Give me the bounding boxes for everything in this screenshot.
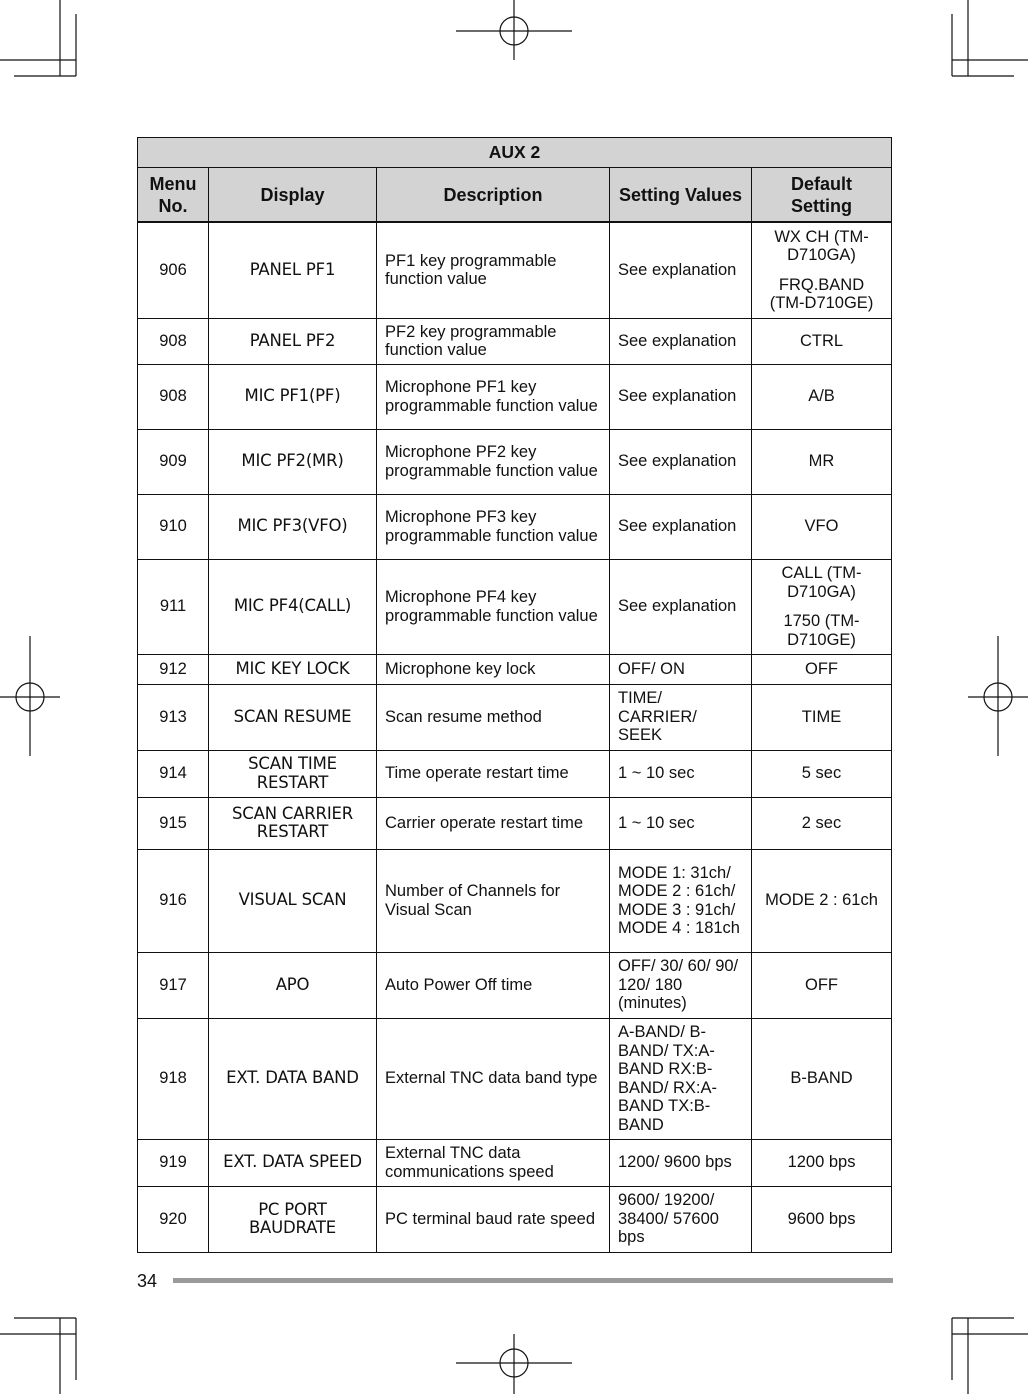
table-row: [138, 559, 892, 654]
description-cell: Microphone PF1 key programmable function value: [377, 364, 610, 429]
menu-no-cell: 912: [138, 654, 209, 684]
default-setting-cell: VFO: [752, 494, 892, 559]
menu-no-cell: 909: [138, 429, 209, 494]
description-cell: External TNC data band type: [377, 1018, 610, 1139]
display-cell: MIC KEY LOCK: [209, 654, 377, 684]
header-setting-values: Setting Values: [610, 168, 752, 223]
setting-values-cell: 1 ~ 10 sec: [610, 797, 752, 849]
display-cell: EXT. DATA BAND: [209, 1018, 377, 1139]
table-row: [138, 318, 892, 364]
header-description: Description: [377, 168, 610, 223]
description-cell: Time operate restart time: [377, 750, 610, 797]
setting-values-cell: See explanation: [610, 494, 752, 559]
footer-rule: [173, 1278, 893, 1283]
default-setting-cell: MODE 2 : 61ch: [752, 849, 892, 952]
table-row: [138, 429, 892, 494]
header-default-setting: Default Setting: [752, 168, 892, 223]
display-cell: APO: [209, 952, 377, 1018]
default-setting-cell: TIME: [752, 684, 892, 750]
setting-values-cell: See explanation: [610, 559, 752, 654]
default-setting-line: WX CH (TM-D710GA): [774, 227, 869, 265]
display-cell: MIC PF1(PF): [209, 364, 377, 429]
default-setting-cell: 9600 bps: [752, 1186, 892, 1252]
display-cell: SCAN CARRIER RESTART: [209, 797, 377, 849]
display-cell: PANEL PF2: [209, 318, 377, 364]
description-cell: Auto Power Off time: [377, 952, 610, 1018]
display-cell: SCAN TIME RESTART: [209, 750, 377, 797]
menu-no-cell: 908: [138, 318, 209, 364]
menu-no-cell: 917: [138, 952, 209, 1018]
description-cell: Microphone key lock: [377, 654, 610, 684]
setting-values-cell: 9600/ 19200/ 38400/ 57600 bps: [610, 1186, 752, 1252]
table-row: [138, 952, 892, 1018]
menu-no-cell: 908: [138, 364, 209, 429]
setting-values-cell: See explanation: [610, 318, 752, 364]
description-cell: Microphone PF2 key programmable function value: [377, 429, 610, 494]
display-cell: EXT. DATA SPEED: [209, 1139, 377, 1186]
setting-values-cell: 1 ~ 10 sec: [610, 750, 752, 797]
table-row: [138, 750, 892, 797]
menu-no-cell: 915: [138, 797, 209, 849]
default-setting-cell: OFF: [752, 952, 892, 1018]
default-setting-line: 1750 (TM-D710GE): [783, 612, 860, 649]
setting-values-cell: See explanation: [610, 222, 752, 318]
description-cell: Microphone PF4 key programmable function value: [377, 559, 610, 654]
default-setting-line: CALL (TM-D710GA): [781, 564, 862, 601]
table-title: AUX 2: [138, 138, 892, 168]
table-row: [138, 1186, 892, 1252]
default-setting-cell: B-BAND: [752, 1018, 892, 1139]
default-setting-line: FRQ.BAND (TM-D710GE): [769, 275, 874, 313]
display-cell: PANEL PF1: [209, 222, 377, 318]
setting-values-cell: See explanation: [610, 364, 752, 429]
page-number: 34: [137, 1271, 158, 1291]
default-setting-cell: 2 sec: [752, 797, 892, 849]
description-cell: Microphone PF3 key programmable function value: [377, 494, 610, 559]
display-cell: MIC PF2(MR): [209, 429, 377, 494]
table-row: [138, 1139, 892, 1186]
setting-values-cell: OFF/ 30/ 60/ 90/ 120/ 180 (minutes): [610, 952, 752, 1018]
table-row: [138, 684, 892, 750]
default-setting-cell: OFF: [752, 654, 892, 684]
setting-values-cell: OFF/ ON: [610, 654, 752, 684]
menu-no-cell: 913: [138, 684, 209, 750]
default-setting-cell: 5 sec: [752, 750, 892, 797]
menu-no-cell: 906: [138, 222, 209, 318]
header-menu-no: Menu No.: [138, 168, 209, 223]
menu-no-cell: 919: [138, 1139, 209, 1186]
description-cell: Carrier operate restart time: [377, 797, 610, 849]
header-display: Display: [209, 168, 377, 223]
default-setting-cell: 1200 bps: [752, 1139, 892, 1186]
description-cell: PC terminal baud rate speed: [377, 1186, 610, 1252]
setting-values-cell: TIME/ CARRIER/ SEEK: [610, 684, 752, 750]
table-row: [138, 222, 892, 318]
aux2-settings-table: [137, 137, 892, 1253]
table-row: [138, 494, 892, 559]
setting-values-cell: See explanation: [610, 429, 752, 494]
default-setting-cell: [752, 222, 892, 318]
display-cell: MIC PF4(CALL): [209, 559, 377, 654]
setting-values-cell: 1200/ 9600 bps: [610, 1139, 752, 1186]
table-row: [138, 849, 892, 952]
display-cell: MIC PF3(VFO): [209, 494, 377, 559]
setting-values-cell: A-BAND/ B-BAND/ TX:A-BAND RX:B-BAND/ RX:A-BAND TX:B-BAND: [610, 1018, 752, 1139]
table-row: [138, 1018, 892, 1139]
menu-no-cell: 916: [138, 849, 209, 952]
default-setting-cell: [752, 559, 892, 654]
menu-no-cell: 914: [138, 750, 209, 797]
description-cell: PF1 key programmable function value: [377, 222, 610, 318]
display-cell: SCAN RESUME: [209, 684, 377, 750]
table-row: [138, 364, 892, 429]
setting-values-cell: MODE 1: 31ch/ MODE 2 : 61ch/ MODE 3 : 91ch/ MODE 4 : 181ch: [610, 849, 752, 952]
description-cell: External TNC data communications speed: [377, 1139, 610, 1186]
description-cell: PF2 key programmable function value: [377, 318, 610, 364]
menu-no-cell: 910: [138, 494, 209, 559]
table-row: [138, 654, 892, 684]
display-cell: VISUAL SCAN: [209, 849, 377, 952]
menu-no-cell: 911: [138, 559, 209, 654]
table-row: [138, 797, 892, 849]
description-cell: Number of Channels for Visual Scan: [377, 849, 610, 952]
menu-no-cell: 918: [138, 1018, 209, 1139]
menu-no-cell: 920: [138, 1186, 209, 1252]
default-setting-cell: CTRL: [752, 318, 892, 364]
default-setting-cell: A/B: [752, 364, 892, 429]
display-cell: PC PORT BAUDRATE: [209, 1186, 377, 1252]
description-cell: Scan resume method: [377, 684, 610, 750]
default-setting-cell: MR: [752, 429, 892, 494]
